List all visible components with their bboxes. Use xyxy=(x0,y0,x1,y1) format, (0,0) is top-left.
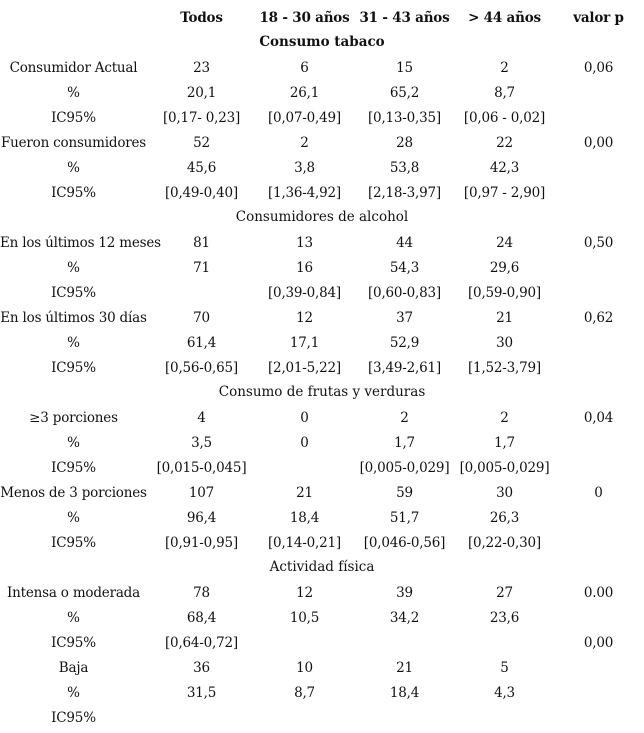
table-cell: 0 xyxy=(300,434,309,451)
table-cell: 10 xyxy=(296,659,313,676)
header-cell: valor p xyxy=(573,9,624,26)
row-label: IC95% xyxy=(51,109,96,126)
table-cell: 29,6 xyxy=(489,259,520,276)
table-cell: [0,07-0,49] xyxy=(267,109,341,126)
table-row xyxy=(0,630,644,655)
table-cell: [3,49-2,61] xyxy=(367,359,441,376)
table-cell: 22 xyxy=(496,134,513,151)
table-cell: [0,005-0,029] xyxy=(459,459,550,476)
row-label: ≥3 porciones xyxy=(29,409,118,426)
table-cell: 0.00 xyxy=(583,584,614,601)
table-cell: 27 xyxy=(496,584,513,601)
table-row xyxy=(0,180,644,205)
table-cell: 5 xyxy=(500,659,509,676)
table-row xyxy=(0,255,644,280)
table-row xyxy=(0,330,644,355)
table-cell: 18,4 xyxy=(389,684,420,701)
table-row xyxy=(0,130,644,155)
row-label: IC95% xyxy=(51,459,96,476)
table-cell: 0 xyxy=(300,409,309,426)
table-cell: [0,49-0,40] xyxy=(164,184,238,201)
table-cell: 0 xyxy=(594,484,603,501)
table-row xyxy=(0,605,644,630)
header-cell: 31 - 43 años xyxy=(359,9,450,26)
section-title xyxy=(0,205,644,230)
table-cell: 4 xyxy=(197,409,206,426)
table-cell: [1,36-4,92] xyxy=(267,184,341,201)
table-cell: [1,52-3,79] xyxy=(467,359,541,376)
table-cell: 2 xyxy=(400,409,409,426)
table-body xyxy=(0,30,644,730)
table-cell: 1,7 xyxy=(394,434,415,451)
table-row xyxy=(0,580,644,605)
table-row xyxy=(0,105,644,130)
table-cell: [0,39-0,84] xyxy=(267,284,341,301)
row-label: IC95% xyxy=(51,284,96,301)
table-cell: 26,1 xyxy=(289,84,320,101)
table-row xyxy=(0,405,644,430)
table-cell: 30 xyxy=(496,334,513,351)
table-cell: 78 xyxy=(193,584,210,601)
row-label: Consumidor Actual xyxy=(9,59,138,76)
table-row xyxy=(0,80,644,105)
table-cell: 6 xyxy=(300,59,309,76)
row-label: IC95% xyxy=(51,634,96,651)
table-cell: 96,4 xyxy=(186,509,217,526)
table-cell: 52 xyxy=(193,134,210,151)
table-cell: 42,3 xyxy=(489,159,520,176)
table-cell: [0,22-0,30] xyxy=(467,534,541,551)
row-label: % xyxy=(67,609,80,626)
table-cell: 52,9 xyxy=(389,334,420,351)
table-cell: 3,8 xyxy=(294,159,315,176)
table-header-row xyxy=(0,5,644,30)
row-label: Fueron consumidores xyxy=(0,134,147,151)
table-cell: 51,7 xyxy=(389,509,420,526)
table-cell: 28 xyxy=(396,134,413,151)
row-label: En los últimos 12 meses xyxy=(0,234,161,251)
table-cell: 59 xyxy=(396,484,413,501)
table-row xyxy=(0,355,644,380)
table-row xyxy=(0,155,644,180)
table-row xyxy=(0,705,644,730)
table-cell: [0,56-0,65] xyxy=(164,359,238,376)
table-cell: 1,7 xyxy=(494,434,515,451)
table-row xyxy=(0,480,644,505)
table-row xyxy=(0,230,644,255)
table-cell: 0,04 xyxy=(583,409,614,426)
table-cell: [0,005-0,029] xyxy=(359,459,450,476)
table-row xyxy=(0,305,644,330)
table-cell: 0,50 xyxy=(583,234,614,251)
row-label: % xyxy=(67,509,80,526)
table-row xyxy=(0,655,644,680)
table-cell: 0,06 xyxy=(583,59,614,76)
table-cell: [0,64-0,72] xyxy=(164,634,238,651)
table-cell: 24 xyxy=(496,234,513,251)
row-label: IC95% xyxy=(51,184,96,201)
table-cell: 23,6 xyxy=(489,609,520,626)
table-cell: 17,1 xyxy=(289,334,320,351)
section-title xyxy=(0,555,644,580)
table-cell: [0,015-0,045] xyxy=(156,459,247,476)
table-cell: 68,4 xyxy=(186,609,217,626)
table-cell: 10,5 xyxy=(289,609,320,626)
section-title-text: Consumidores de alcohol xyxy=(235,209,409,225)
table-cell: 34,2 xyxy=(389,609,420,626)
row-label: % xyxy=(67,434,80,451)
table-cell: 65,2 xyxy=(389,84,420,101)
row-label: Menos de 3 porciones xyxy=(0,484,147,501)
table-cell: 21 xyxy=(296,484,313,501)
table-cell: 21 xyxy=(496,309,513,326)
table-cell: 36 xyxy=(193,659,210,676)
section-title xyxy=(0,380,644,405)
table-cell: 39 xyxy=(396,584,413,601)
table-cell: 81 xyxy=(193,234,210,251)
header-cell: 18 - 30 años xyxy=(259,9,350,26)
table-cell: 30 xyxy=(496,484,513,501)
section-title-text: Actividad física xyxy=(269,559,375,575)
table-row xyxy=(0,430,644,455)
row-label: % xyxy=(67,684,80,701)
table-cell: [2,18-3,97] xyxy=(367,184,441,201)
table-cell: 0,62 xyxy=(583,309,614,326)
table-cell: [0,14-0,21] xyxy=(267,534,341,551)
table-cell: [0,97 - 2,90] xyxy=(463,184,546,201)
table-cell: 8,7 xyxy=(294,684,315,701)
row-label: IC95% xyxy=(51,534,96,551)
table-cell: [0,17- 0,23] xyxy=(162,109,241,126)
table-cell: 2 xyxy=(500,409,509,426)
row-label: En los últimos 30 días xyxy=(0,309,147,326)
row-label: % xyxy=(67,84,80,101)
table-cell: 23 xyxy=(193,59,210,76)
table-row xyxy=(0,680,644,705)
table-cell: 4,3 xyxy=(494,684,515,701)
header-cell: > 44 años xyxy=(468,9,541,26)
row-label: % xyxy=(67,334,80,351)
table-cell: [0,60-0,83] xyxy=(367,284,441,301)
table-cell: 13 xyxy=(296,234,313,251)
table-cell: 53,8 xyxy=(389,159,420,176)
table-row xyxy=(0,55,644,80)
table-cell: [0,59-0,90] xyxy=(467,284,541,301)
table-cell: 70 xyxy=(193,309,210,326)
table-cell: 15 xyxy=(396,59,413,76)
table-cell: [2,01-5,22] xyxy=(267,359,341,376)
section-title-text: Consumo de frutas y verduras xyxy=(218,384,426,400)
row-label: Baja xyxy=(58,659,89,676)
table-cell: 0,00 xyxy=(583,634,614,651)
row-label: Intensa o moderada xyxy=(7,584,140,601)
table-cell: 12 xyxy=(296,309,313,326)
table-cell: 61,4 xyxy=(186,334,217,351)
table-cell: 26,3 xyxy=(489,509,520,526)
table-cell: 21 xyxy=(396,659,413,676)
table-cell: 45,6 xyxy=(186,159,217,176)
table-cell: [0,06 - 0,02] xyxy=(463,109,546,126)
table-cell: 54,3 xyxy=(389,259,420,276)
table-cell: [0,046-0,56] xyxy=(363,534,446,551)
table-cell: 71 xyxy=(193,259,210,276)
table-cell: 31,5 xyxy=(186,684,217,701)
table-cell: 0,00 xyxy=(583,134,614,151)
table-cell: 107 xyxy=(188,484,215,501)
table-row xyxy=(0,280,644,305)
table-cell: [0,91-0,95] xyxy=(164,534,238,551)
table-cell: 2 xyxy=(500,59,509,76)
table-cell: 3,5 xyxy=(191,434,212,451)
table-row xyxy=(0,505,644,530)
row-label: IC95% xyxy=(51,359,96,376)
table-row xyxy=(0,530,644,555)
section-title xyxy=(0,30,644,55)
table-cell: 12 xyxy=(296,584,313,601)
section-title-text: Consumo tabaco xyxy=(259,34,385,50)
table-cell: 8,7 xyxy=(494,84,515,101)
row-label: % xyxy=(67,259,80,276)
table-cell: 18,4 xyxy=(289,509,320,526)
table-row xyxy=(0,455,644,480)
table-cell: [0,13-0,35] xyxy=(367,109,441,126)
table-cell: 16 xyxy=(296,259,313,276)
table-cell: 20,1 xyxy=(186,84,217,101)
table-cell: 44 xyxy=(396,234,413,251)
header-cell: Todos xyxy=(180,9,223,26)
row-label: IC95% xyxy=(51,709,96,726)
table-cell: 2 xyxy=(300,134,309,151)
table-cell: 37 xyxy=(396,309,413,326)
row-label: % xyxy=(67,159,80,176)
